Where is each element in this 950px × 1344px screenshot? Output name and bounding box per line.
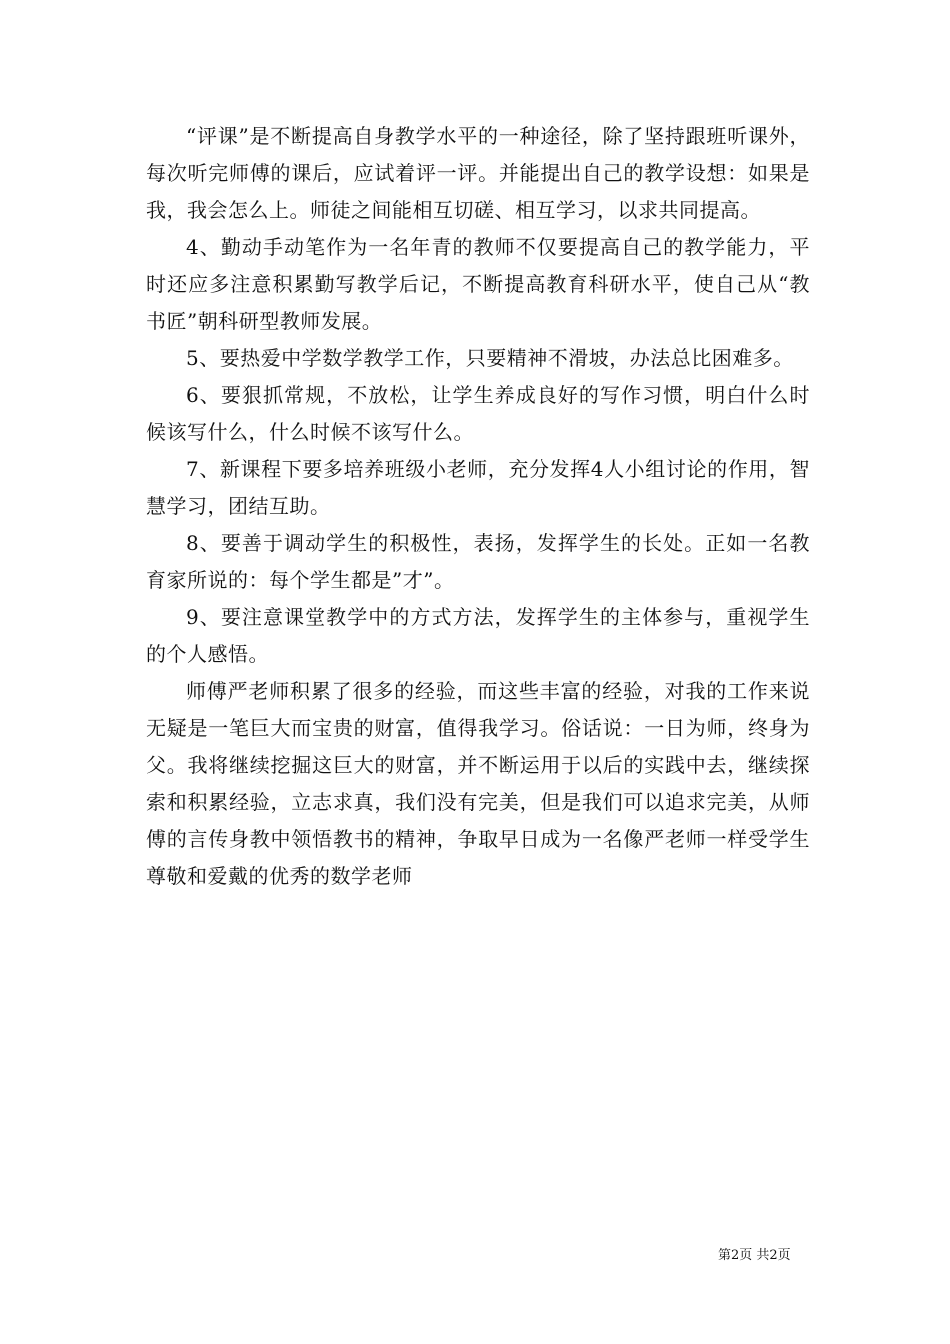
paragraph-item-4: 4、勤动手动笔作为一名年青的教师不仅要提高自己的教学能力，平时还应多注意积累勤写教学后记，不断提高教育科研水平，使自己从“教书匠”朝科研型教师发展。 [146, 235, 810, 333]
paragraph-item-6: 6、要狠抓常规，不放松，让学生养成良好的写作习惯，明白什么时候该写什么，什么时候不该写什么。 [146, 383, 810, 444]
paragraph-item-7: 7、新课程下要多培养班级小老师，充分发挥4人小组讨论的作用，智慧学习，团结互助。 [146, 457, 810, 518]
paragraph-conclusion: 师傅严老师积累了很多的经验，而这些丰富的经验，对我的工作来说无疑是一笔巨大而宝贵的财富，值得我学习。俗话说：一日为师，终身为父。我将继续挖掘这巨大的财富，并不断运用于以后的实践中去，继续探索和积累经验，立志求真，我们没有完美，但是我们可以追求完美，从师傅的言传身教中领悟教书的精神，争取早日成为一名像严老师一样受学生尊敬和爱戴的优秀的数学老师 [146, 679, 810, 888]
paragraph-item-5: 5、要热爱中学数学教学工作，只要精神不滑坡，办法总比困难多。 [186, 346, 794, 370]
paragraph-evaluate-class: “评课”是不断提高自身教学水平的一种途径，除了坚持跟班听课外，每次听完师傅的课后，应试着评一评。并能提出自己的教学设想：如果是我，我会怎么上。师徒之间能相互切磋、相互学习，以求共同提高。 [146, 124, 810, 222]
page-footer: 第2页 共2页 [718, 1248, 791, 1263]
paragraph-item-9: 9、要注意课堂教学中的方式方法，发挥学生的主体参与，重视学生的个人感悟。 [146, 605, 810, 666]
paragraph-item-8: 8、要善于调动学生的积极性，表扬，发挥学生的长处。正如一名教育家所说的：每个学生都是”才”。 [146, 531, 810, 592]
document-body [146, 118, 810, 895]
